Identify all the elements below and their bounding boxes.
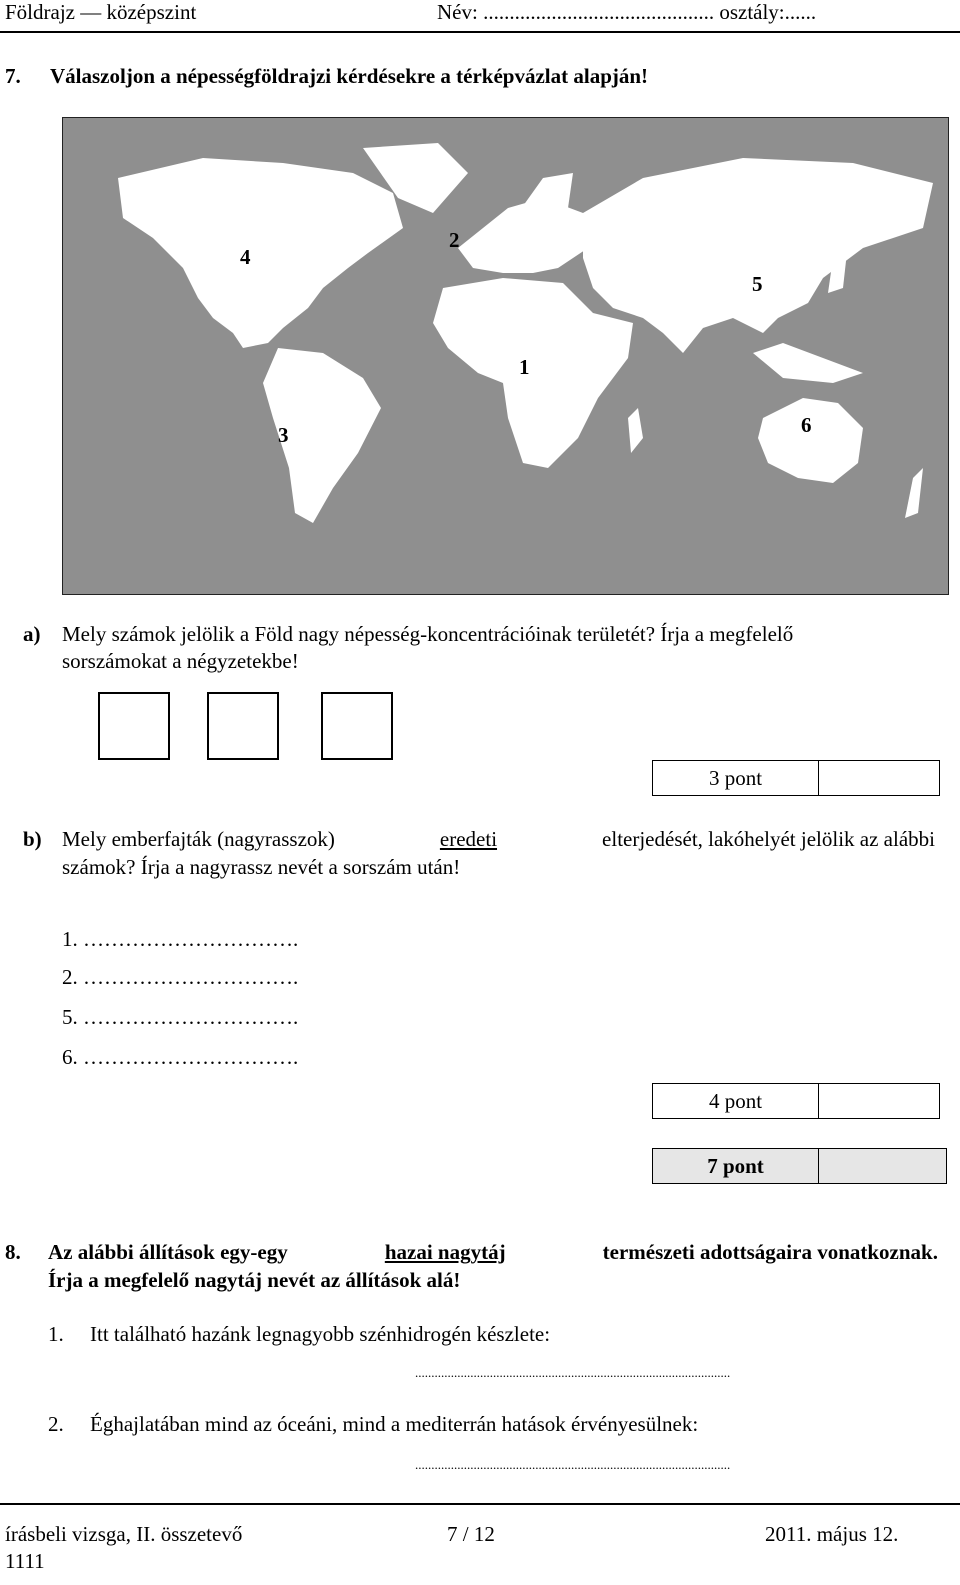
q7b-item-2[interactable]: 2. …………………………. — [62, 965, 299, 989]
q7-total-label: 7 pont — [653, 1149, 819, 1183]
q8-item-2-number: 2. — [48, 1412, 64, 1436]
q7b-line1-post: elterjedését, lakóhelyét jelölik az alábbi — [602, 827, 935, 851]
q8-title-underlined: hazai nagytáj — [384, 1240, 506, 1264]
q7b-item-5[interactable]: 5. …………………………. — [62, 1005, 299, 1029]
q7a-letter: a) — [23, 622, 41, 646]
q7b-item-6[interactable]: 6. …………………………. — [62, 1045, 299, 1069]
north-america-shape — [118, 158, 403, 348]
q7b-line1-pre: Mely emberfajták (nagyrasszok) — [62, 827, 335, 851]
q8-item-2-answer[interactable]: ................................................................................................. — [415, 1457, 731, 1472]
answer-square-3[interactable] — [321, 692, 393, 760]
q7a-score-box — [652, 760, 940, 796]
q7a-line1: Mely számok jelölik a Föld nagy népesség-koncentrációinak területét? Írja a megfelelő — [62, 622, 794, 646]
q8-title-post: természeti adottságaira vonatkoznak. — [602, 1240, 938, 1264]
q8-item-1-answer[interactable]: ................................................................................................. — [415, 1365, 731, 1380]
africa-shape — [433, 278, 633, 468]
q7b-score-field[interactable] — [819, 1084, 939, 1118]
world-map-svg — [63, 118, 948, 594]
q8-number: 8. — [5, 1240, 21, 1264]
q8-item-1-number: 1. — [48, 1322, 64, 1346]
q8-item-1-text: Itt található hazánk legnagyobb szénhidrogén készlete: — [90, 1322, 551, 1346]
map-label-2: 2 — [449, 228, 460, 252]
q7a-line2: sorszámokat a négyzetekbe! — [62, 649, 299, 673]
q7b-score-box — [652, 1083, 940, 1119]
q7-total-field[interactable] — [819, 1149, 946, 1183]
answer-square-2[interactable] — [207, 692, 279, 760]
footer-date: 2011. május 12. — [765, 1522, 899, 1546]
q8-title-line1 — [48, 1240, 938, 1265]
map-label-4: 4 — [240, 245, 251, 269]
header-name-field: Név: ............................................ osztály:...... — [437, 0, 817, 24]
footer-page-number: 7 / 12 — [447, 1522, 495, 1546]
header-subject: Földrajz — középszint — [5, 0, 197, 24]
se-asia-islands-shape — [753, 343, 863, 383]
footer-code: 1111 — [5, 1549, 45, 1573]
q8-title-pre: Az alábbi állítások egy-egy — [48, 1240, 288, 1264]
q7b-line1 — [62, 827, 935, 852]
q7b-score-label: 4 pont — [653, 1084, 819, 1118]
footer-rule — [0, 1503, 960, 1505]
answer-square-1[interactable] — [98, 692, 170, 760]
q7a-score-label: 3 pont — [653, 761, 819, 795]
q8-title-line2: Írja a megfelelő nagytáj nevét az állítások alá! — [48, 1268, 461, 1292]
q7b-line1-underlined: eredeti — [439, 827, 498, 851]
header-rule — [0, 31, 960, 33]
map-label-1: 1 — [519, 355, 530, 379]
q7a-score-field[interactable] — [819, 761, 939, 795]
map-label-3: 3 — [278, 423, 289, 447]
q7-title: Válaszoljon a népességföldrajzi kérdésekre a térképvázlat alapján! — [50, 64, 649, 88]
new-zealand-shape — [905, 468, 923, 518]
q7b-item-1[interactable]: 1. …………………………. — [62, 927, 299, 951]
world-map — [62, 117, 949, 595]
q7-total-box — [652, 1148, 947, 1184]
q7-number: 7. — [5, 64, 21, 88]
map-label-6: 6 — [801, 413, 812, 437]
q8-item-2-text: Éghajlatában mind az óceáni, mind a mediterrán hatások érvényesülnek: — [90, 1412, 699, 1436]
map-label-5: 5 — [752, 272, 763, 296]
q7b-line2: számok? Írja a nagyrassz nevét a sorszám után! — [62, 855, 461, 879]
q7b-letter: b) — [23, 827, 42, 851]
scandinavia-shape — [518, 173, 573, 213]
footer-exam-name: írásbeli vizsga, II. összetevő — [5, 1522, 243, 1546]
madagascar-shape — [628, 408, 643, 453]
australia-shape — [758, 398, 863, 483]
asia-shape — [583, 158, 933, 353]
